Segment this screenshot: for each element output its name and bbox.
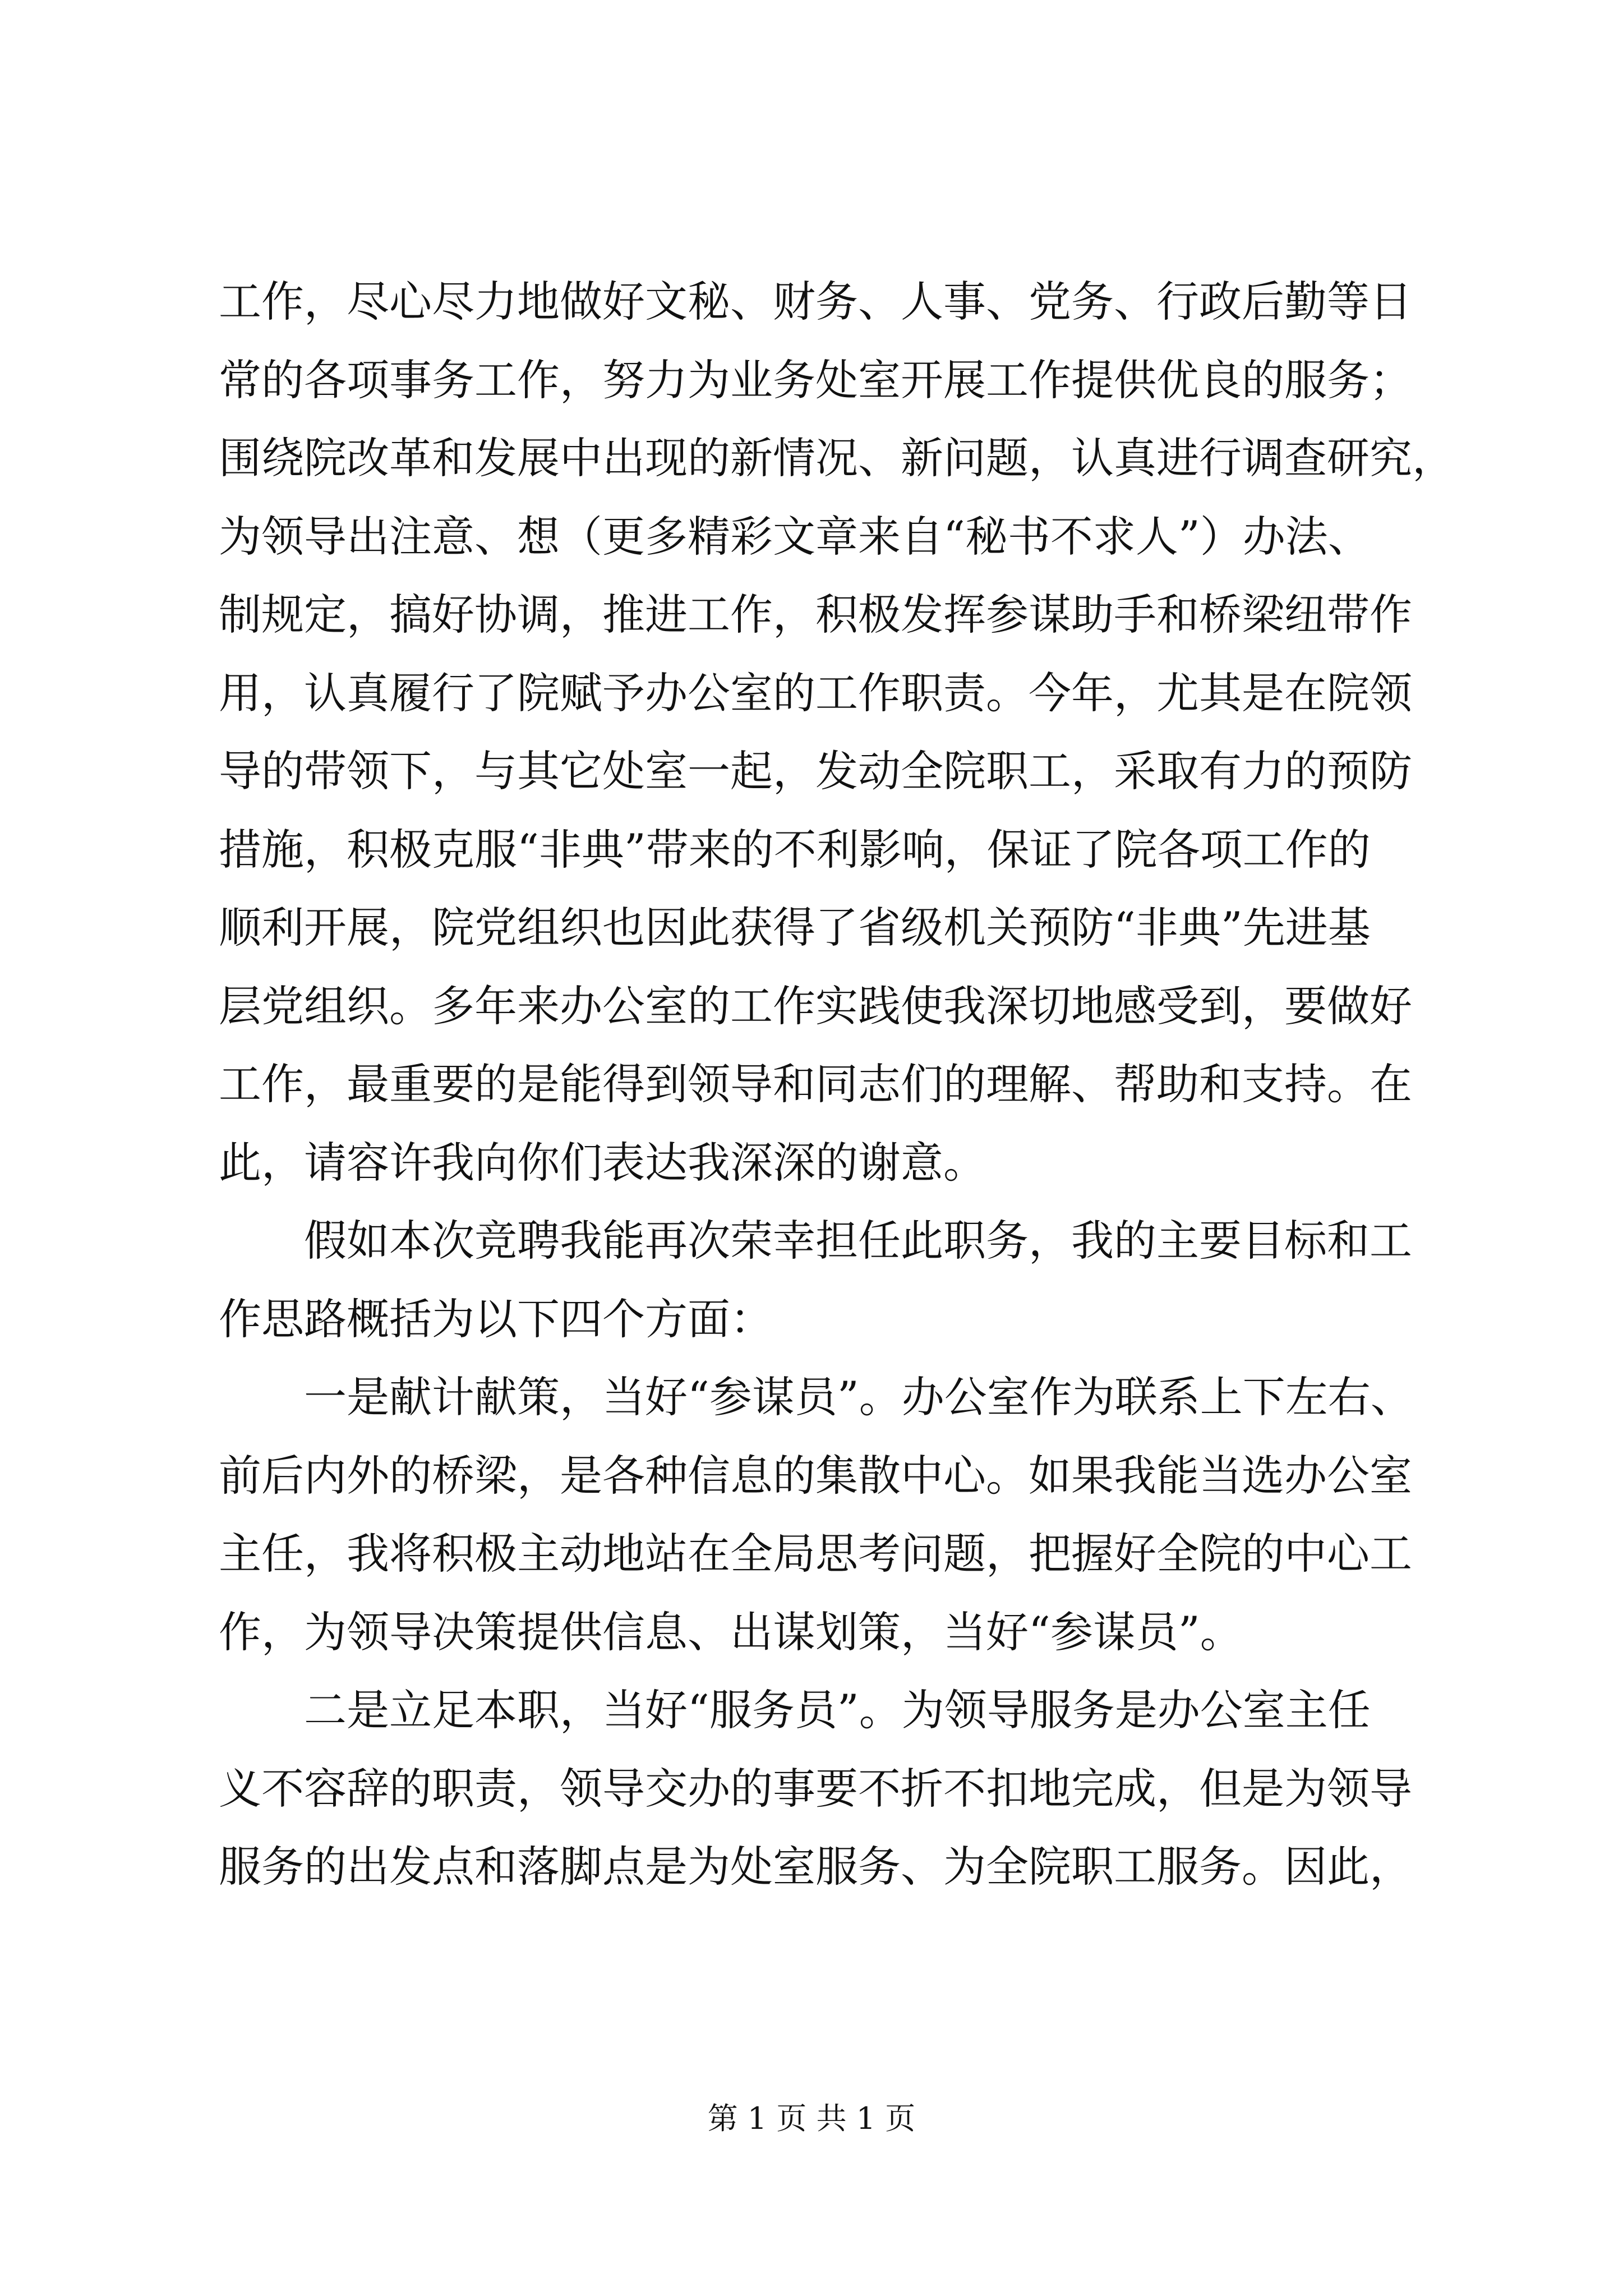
paragraph-first-line: 二是立足本职，当好“服务员”。为领导服务是办公室主任 <box>304 1685 1371 1735</box>
text-line: 工作，尽心尽力地做好文秘、财务、人事、党务、行政后勤等日 <box>219 277 1412 326</box>
text-line: 工作，最重要的是能得到领导和同志们的理解、帮助和支持。在 <box>219 1059 1412 1109</box>
text-line: 作思路概括为以下四个方面： <box>219 1294 773 1344</box>
page-number-footer: 第 1 页 共 1 页 <box>707 2101 916 2136</box>
text-line: 主任，我将积极主动地站在全局思考问题，把握好全院的中心工 <box>219 1529 1412 1579</box>
text-line: 服务的出发点和落脚点是为处室服务、为全院职工服务。因此， <box>219 1842 1412 1892</box>
text-line: 措施，积极克服“非典”带来的不利影响，保证了院各项工作的 <box>219 824 1371 875</box>
text-line: 顺利开展，院党组织也因此获得了省级机关预防“非典”先进基 <box>219 903 1371 953</box>
document-body <box>219 263 1455 1906</box>
text-line: 围绕院改革和发展中出现的新情况、新问题，认真进行调查研究， <box>219 433 1455 483</box>
text-line: 作，为领导决策提供信息、出谋划策，当好“参谋员”。 <box>219 1607 1243 1657</box>
text-line: 制规定，搞好协调，推进工作，积极发挥参谋助手和桥梁纽带作 <box>219 590 1412 639</box>
paragraph-first-line: 一是献计献策，当好“参谋员”。办公室作为联系上下左右、 <box>304 1372 1413 1422</box>
text-line: 此，请容许我向你们表达我深深的谢意。 <box>219 1137 986 1188</box>
text-line: 常的各项事务工作，努力为业务处室开展工作提供优良的服务； <box>219 355 1412 405</box>
text-line: 用，认真履行了院赋予办公室的工作职责。今年，尤其是在院领 <box>219 668 1412 718</box>
paragraph-first-line: 假如本次竞聘我能再次荣幸担任此职务，我的主要目标和工 <box>304 1216 1412 1266</box>
text-line: 导的带领下，与其它处室一起，发动全院职工，采取有力的预防 <box>219 746 1412 796</box>
text-line: 层党组织。多年来办公室的工作实践使我深切地感受到，要做好 <box>219 981 1412 1031</box>
text-line: 为领导出注意、想（更多精彩文章来自“秘书不求人”）办法、 <box>219 511 1371 562</box>
text-line: 前后内外的桥梁，是各种信息的集散中心。如果我能当选办公室 <box>219 1450 1412 1501</box>
text-line: 义不容辞的职责，领导交办的事要不折不扣地完成，但是为领导 <box>219 1763 1412 1814</box>
